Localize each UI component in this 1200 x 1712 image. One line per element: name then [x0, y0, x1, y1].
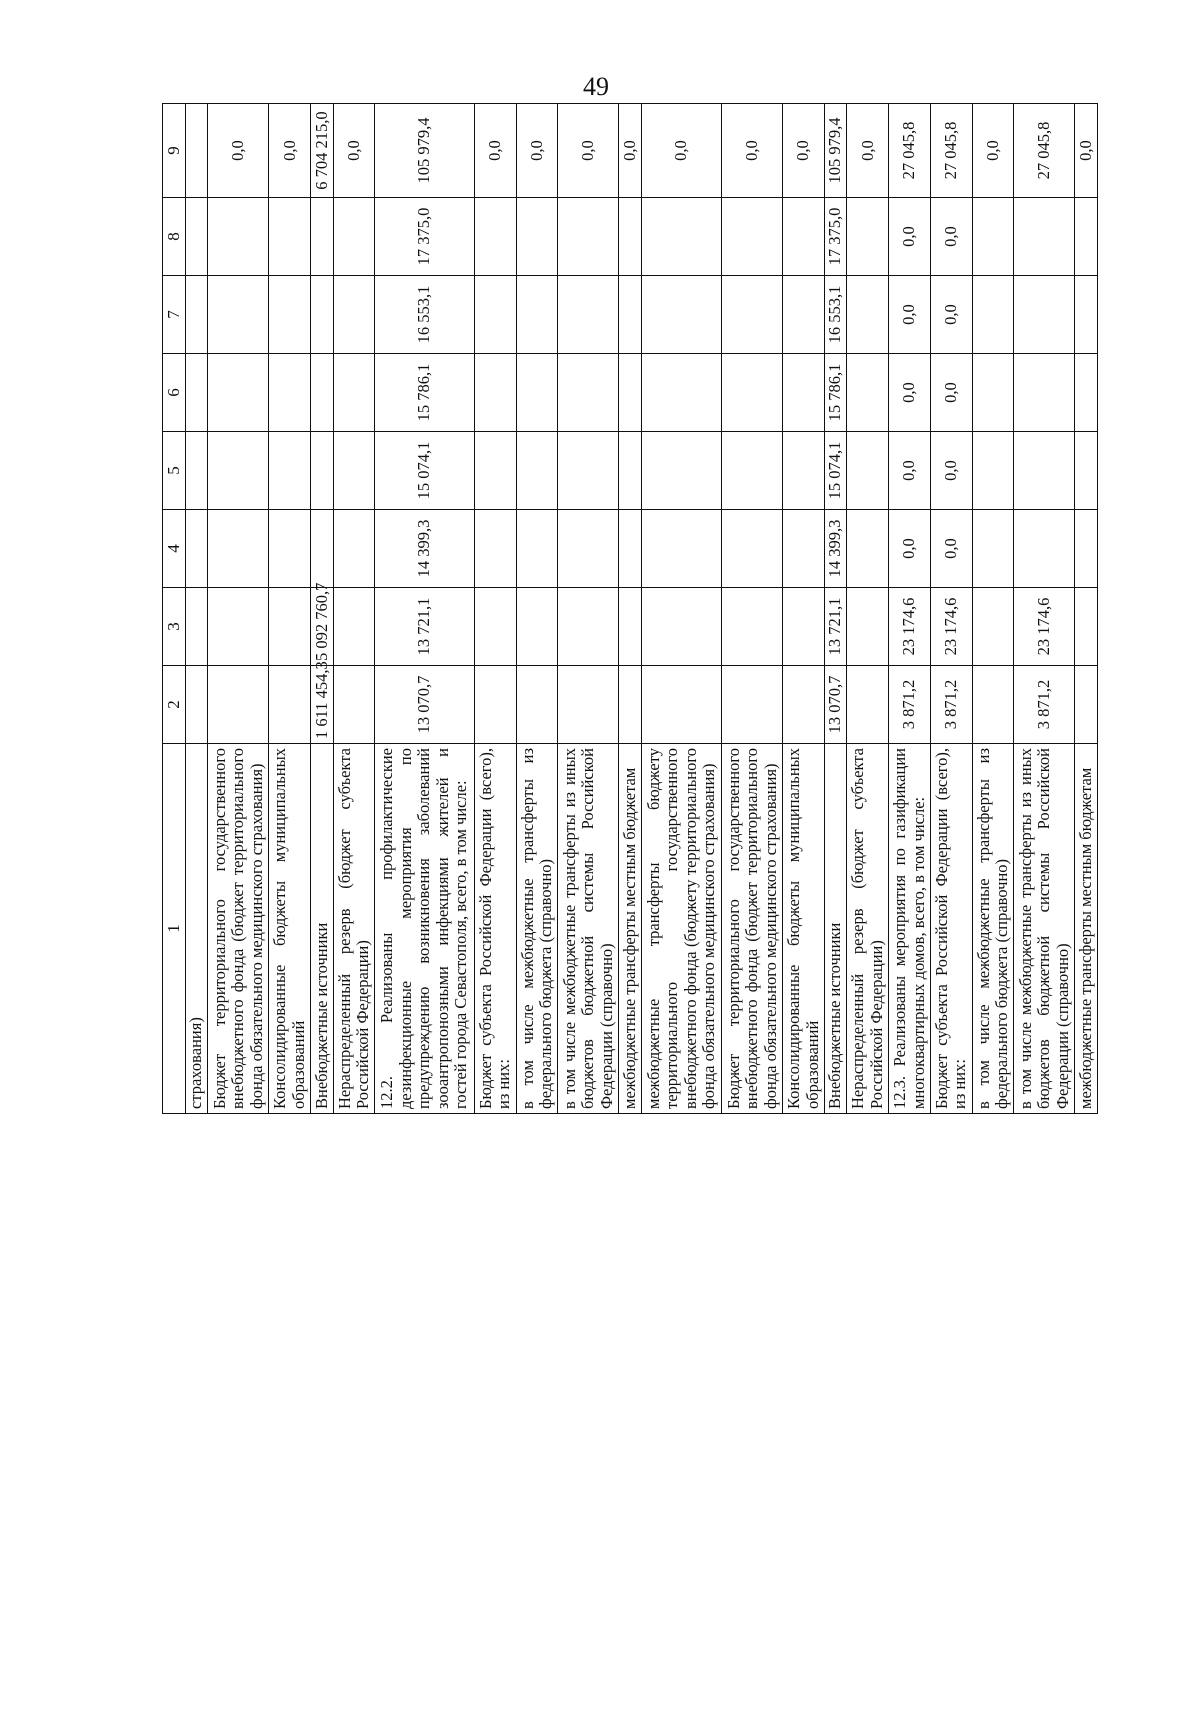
table-row — [516, 104, 558, 1114]
table-row — [847, 104, 889, 1114]
table-cell-value: 13 721,1 — [375, 588, 475, 666]
table-cell-value: 0,0 — [722, 104, 783, 198]
table-cell-value — [783, 276, 825, 354]
table-cell-value: 0,0 — [972, 104, 1014, 198]
table-cell-value: 15 074,1 — [375, 432, 475, 510]
table-cell-value: 0,0 — [333, 104, 375, 198]
table-cell-value — [722, 432, 783, 510]
table-cell-value: 0,0 — [269, 104, 311, 198]
table-cell-value — [186, 276, 208, 354]
table-cell-value: 27 045,8 — [1014, 104, 1075, 198]
table-cell-value — [186, 354, 208, 432]
table-cell-value — [269, 432, 311, 510]
table-cell-value — [516, 588, 558, 666]
table-cell-value — [516, 666, 558, 744]
table-cell-value — [333, 354, 375, 432]
table-cell-value: 23 174,6 — [930, 588, 972, 666]
table-cell-value: 0,0 — [930, 276, 972, 354]
table-cell-value: 0,0 — [930, 198, 972, 276]
row-label: межбюджетные трансферты бюджету территориального государственного внебюджетного фонда (бюджету территориального фонда обязательного медицинского страхования) — [641, 744, 721, 1114]
table-row — [474, 104, 516, 1114]
table-row — [889, 104, 931, 1114]
table-cell-value — [516, 354, 558, 432]
table-cell-value: 105 979,4 — [375, 104, 475, 198]
table-cell-value — [311, 276, 333, 354]
table-cell-value: 0,0 — [474, 104, 516, 198]
table-row — [619, 104, 641, 1114]
table-cell-value — [722, 354, 783, 432]
table-cell-value: 17 375,0 — [375, 198, 475, 276]
table-row — [269, 104, 311, 1114]
table-cell-value: 105 979,4 — [825, 104, 847, 198]
table-cell-value — [474, 198, 516, 276]
table-cell-value — [333, 666, 375, 744]
table-cell-value — [847, 198, 889, 276]
table-cell-value — [1014, 510, 1075, 588]
table-cell-value — [311, 432, 333, 510]
table-cell-value — [186, 104, 208, 198]
table-cell-value — [1014, 354, 1075, 432]
table-cell-value — [474, 588, 516, 666]
row-label: в том числе межбюджетные трансферты из федерального бюджета (справочно) — [516, 744, 558, 1114]
table-cell-value — [641, 354, 721, 432]
table-cell-value — [474, 510, 516, 588]
budget-table — [162, 103, 1098, 1114]
table-cell-value — [972, 666, 1014, 744]
table-cell-value — [1014, 432, 1075, 510]
table-cell-value: 1 611 454,3 — [311, 666, 333, 744]
row-label: межбюджетные трансферты местным бюджетам — [619, 744, 641, 1114]
table-cell-value: 6 704 215,0 — [311, 104, 333, 198]
table-cell-value: 13 721,1 — [825, 588, 847, 666]
table-cell-value: 0,0 — [889, 510, 931, 588]
table-cell-value — [558, 432, 619, 510]
table-cell-value — [722, 588, 783, 666]
table-cell-value — [311, 510, 333, 588]
column-header: 8 — [163, 198, 186, 276]
row-label: Внебюджетные источники — [311, 744, 333, 1114]
table-cell-value — [269, 276, 311, 354]
table-cell-value — [269, 588, 311, 666]
table-cell-value: 23 174,6 — [1014, 588, 1075, 666]
row-label: 12.3. Реализованы мероприятия по газификации многоквартирных домов, всего, в том числе: — [889, 744, 931, 1114]
table-cell-value — [186, 510, 208, 588]
table-cell-value — [972, 354, 1014, 432]
table-cell-value: 3 871,2 — [930, 666, 972, 744]
table-cell-value — [208, 432, 269, 510]
table-cell-value — [619, 198, 641, 276]
table-cell-value — [333, 276, 375, 354]
table-cell-value — [269, 198, 311, 276]
table-cell-value: 0,0 — [889, 198, 931, 276]
row-label: в том числе межбюджетные трансферты из федерального бюджета (справочно) — [972, 744, 1014, 1114]
table-cell-value — [641, 432, 721, 510]
row-label: в том числе межбюджетные трансферты из иных бюджетов бюджетной системы Российской Федерации (справочно) — [1014, 744, 1075, 1114]
table-cell-value — [474, 432, 516, 510]
table-cell-value — [208, 276, 269, 354]
table-cell-value — [311, 354, 333, 432]
table-cell-value: 17 375,0 — [825, 198, 847, 276]
table-cell-value: 15 786,1 — [825, 354, 847, 432]
row-label: Консолидированные бюджеты муниципальных образований — [269, 744, 311, 1114]
column-header: 1 — [163, 744, 186, 1114]
table-cell-value — [783, 354, 825, 432]
column-header: 3 — [163, 588, 186, 666]
table-cell-value — [641, 198, 721, 276]
row-label: Нераспределенный резерв (бюджет субъекта Российской Федерации) — [847, 744, 889, 1114]
table-cell-value — [1014, 198, 1075, 276]
table-cell-value — [186, 198, 208, 276]
table-cell-value: 5 092 760,7 — [311, 588, 333, 666]
table-cell-value — [722, 510, 783, 588]
table-cell-value: 0,0 — [889, 354, 931, 432]
rotated-table-container — [162, 104, 1098, 1114]
table-row — [972, 104, 1014, 1114]
table-cell-value: 0,0 — [619, 104, 641, 198]
table-cell-value — [972, 198, 1014, 276]
table-cell-value: 14 399,3 — [375, 510, 475, 588]
table-cell-value — [1075, 354, 1098, 432]
table-cell-value — [1075, 666, 1098, 744]
row-label: 12.2. Реализованы профилактические дезинфекционные мероприятия по предупреждению возникновения заболеваний зооантропонозными инфекциями жителей и гостей города Севастополя, всего, в том числе: — [375, 744, 475, 1114]
table-cell-value — [641, 666, 721, 744]
table-cell-value: 27 045,8 — [930, 104, 972, 198]
table-cell-value: 0,0 — [208, 104, 269, 198]
table-cell-value — [1075, 432, 1098, 510]
table-cell-value — [847, 588, 889, 666]
table-cell-value — [722, 666, 783, 744]
table-row — [722, 104, 783, 1114]
table-cell-value: 15 786,1 — [375, 354, 475, 432]
table-row — [311, 104, 333, 1114]
table-cell-value — [208, 354, 269, 432]
table-cell-value — [516, 276, 558, 354]
table-cell-value: 0,0 — [930, 354, 972, 432]
table-cell-value: 0,0 — [516, 104, 558, 198]
row-label: Консолидированные бюджеты муниципальных образований — [783, 744, 825, 1114]
table-cell-value: 3 871,2 — [1014, 666, 1075, 744]
row-label: Внебюджетные источники — [825, 744, 847, 1114]
table-cell-value — [972, 588, 1014, 666]
row-label: в том числе межбюджетные трансферты из иных бюджетов бюджетной системы Российской Федерации (справочно) — [558, 744, 619, 1114]
table-cell-value: 13 070,7 — [375, 666, 475, 744]
column-header: 5 — [163, 432, 186, 510]
table-cell-value: 0,0 — [783, 104, 825, 198]
table-cell-value — [1014, 276, 1075, 354]
column-header: 2 — [163, 666, 186, 744]
table-row — [558, 104, 619, 1114]
table-cell-value: 16 553,1 — [825, 276, 847, 354]
table-cell-value — [558, 354, 619, 432]
table-cell-value — [783, 588, 825, 666]
table-row — [375, 104, 475, 1114]
table-cell-value — [269, 510, 311, 588]
table-cell-value — [847, 510, 889, 588]
table-cell-value — [972, 276, 1014, 354]
table-cell-value — [972, 432, 1014, 510]
table-cell-value — [186, 588, 208, 666]
table-cell-value — [847, 354, 889, 432]
table-cell-value: 0,0 — [930, 510, 972, 588]
column-header: 7 — [163, 276, 186, 354]
table-cell-value: 0,0 — [889, 432, 931, 510]
table-row — [333, 104, 375, 1114]
table-cell-value: 0,0 — [889, 276, 931, 354]
table-cell-value: 15 074,1 — [825, 432, 847, 510]
column-header: 9 — [163, 104, 186, 198]
table-cell-value — [619, 354, 641, 432]
row-label: Бюджет субъекта Российской Федерации (всего), из них: — [930, 744, 972, 1114]
table-row — [930, 104, 972, 1114]
page-number: 49 — [583, 72, 609, 101]
table-cell-value — [619, 666, 641, 744]
table-cell-value: 0,0 — [847, 104, 889, 198]
table-cell-value — [474, 354, 516, 432]
table-cell-value — [641, 510, 721, 588]
column-header: 4 — [163, 510, 186, 588]
table-cell-value — [641, 276, 721, 354]
table-cell-value — [558, 510, 619, 588]
table-cell-value — [972, 510, 1014, 588]
table-cell-value — [311, 198, 333, 276]
table-cell-value — [1075, 588, 1098, 666]
table-cell-value: 27 045,8 — [889, 104, 931, 198]
table-cell-value — [208, 666, 269, 744]
table-cell-value — [619, 510, 641, 588]
table-cell-value — [783, 666, 825, 744]
table-cell-value — [558, 588, 619, 666]
table-cell-value — [1075, 198, 1098, 276]
table-cell-value — [516, 510, 558, 588]
table-cell-value — [208, 510, 269, 588]
table-cell-value — [847, 666, 889, 744]
row-label: межбюджетные трансферты местным бюджетам — [1075, 744, 1098, 1114]
table-cell-value — [186, 432, 208, 510]
table-cell-value — [516, 432, 558, 510]
table-cell-value — [558, 666, 619, 744]
table-row — [186, 104, 208, 1114]
table-cell-value — [641, 588, 721, 666]
table-row — [783, 104, 825, 1114]
table-cell-value — [186, 666, 208, 744]
table-cell-value — [722, 276, 783, 354]
row-label: Бюджет территориального государственного внебюджетного фонда (бюджет территориального фонда обязательного медицинского страхования) — [208, 744, 269, 1114]
table-cell-value: 23 174,6 — [889, 588, 931, 666]
table-cell-value — [208, 588, 269, 666]
table-cell-value — [208, 198, 269, 276]
column-header: 6 — [163, 354, 186, 432]
table-cell-value — [333, 432, 375, 510]
table-cell-value — [333, 588, 375, 666]
table-cell-value — [619, 588, 641, 666]
table-cell-value — [847, 432, 889, 510]
table-cell-value — [558, 276, 619, 354]
table-cell-value — [516, 198, 558, 276]
table-cell-value — [783, 198, 825, 276]
table-cell-value — [474, 666, 516, 744]
table-cell-value: 13 070,7 — [825, 666, 847, 744]
table-cell-value: 3 871,2 — [889, 666, 931, 744]
table-cell-value — [619, 432, 641, 510]
table-cell-value — [783, 432, 825, 510]
table-cell-value — [333, 510, 375, 588]
table-cell-value — [619, 276, 641, 354]
row-label: Нераспределенный резерв (бюджет субъекта Российской Федерации) — [333, 744, 375, 1114]
row-label: Бюджет субъекта Российской Федерации (всего), из них: — [474, 744, 516, 1114]
table-cell-value: 14 399,3 — [825, 510, 847, 588]
table-row — [641, 104, 721, 1114]
table-cell-value — [333, 198, 375, 276]
table-cell-value — [269, 666, 311, 744]
table-cell-value — [1075, 510, 1098, 588]
table-body — [186, 104, 1098, 1114]
table-cell-value — [1075, 276, 1098, 354]
column-header-row — [163, 104, 186, 1114]
table-cell-value — [847, 276, 889, 354]
table-cell-value: 0,0 — [1075, 104, 1098, 198]
table-row — [825, 104, 847, 1114]
table-cell-value — [558, 198, 619, 276]
table-cell-value: 16 553,1 — [375, 276, 475, 354]
table-cell-value — [474, 276, 516, 354]
table-row — [208, 104, 269, 1114]
table-cell-value — [783, 510, 825, 588]
row-label: страхования) — [186, 744, 208, 1114]
table-cell-value: 0,0 — [558, 104, 619, 198]
table-row — [1075, 104, 1098, 1114]
table-row — [1014, 104, 1075, 1114]
table-cell-value — [722, 198, 783, 276]
table-cell-value: 0,0 — [641, 104, 721, 198]
table-cell-value — [269, 354, 311, 432]
table-cell-value: 0,0 — [930, 432, 972, 510]
row-label: Бюджет территориального государственного внебюджетного фонда (бюджет территориального фонда обязательного медицинского страхования) — [722, 744, 783, 1114]
